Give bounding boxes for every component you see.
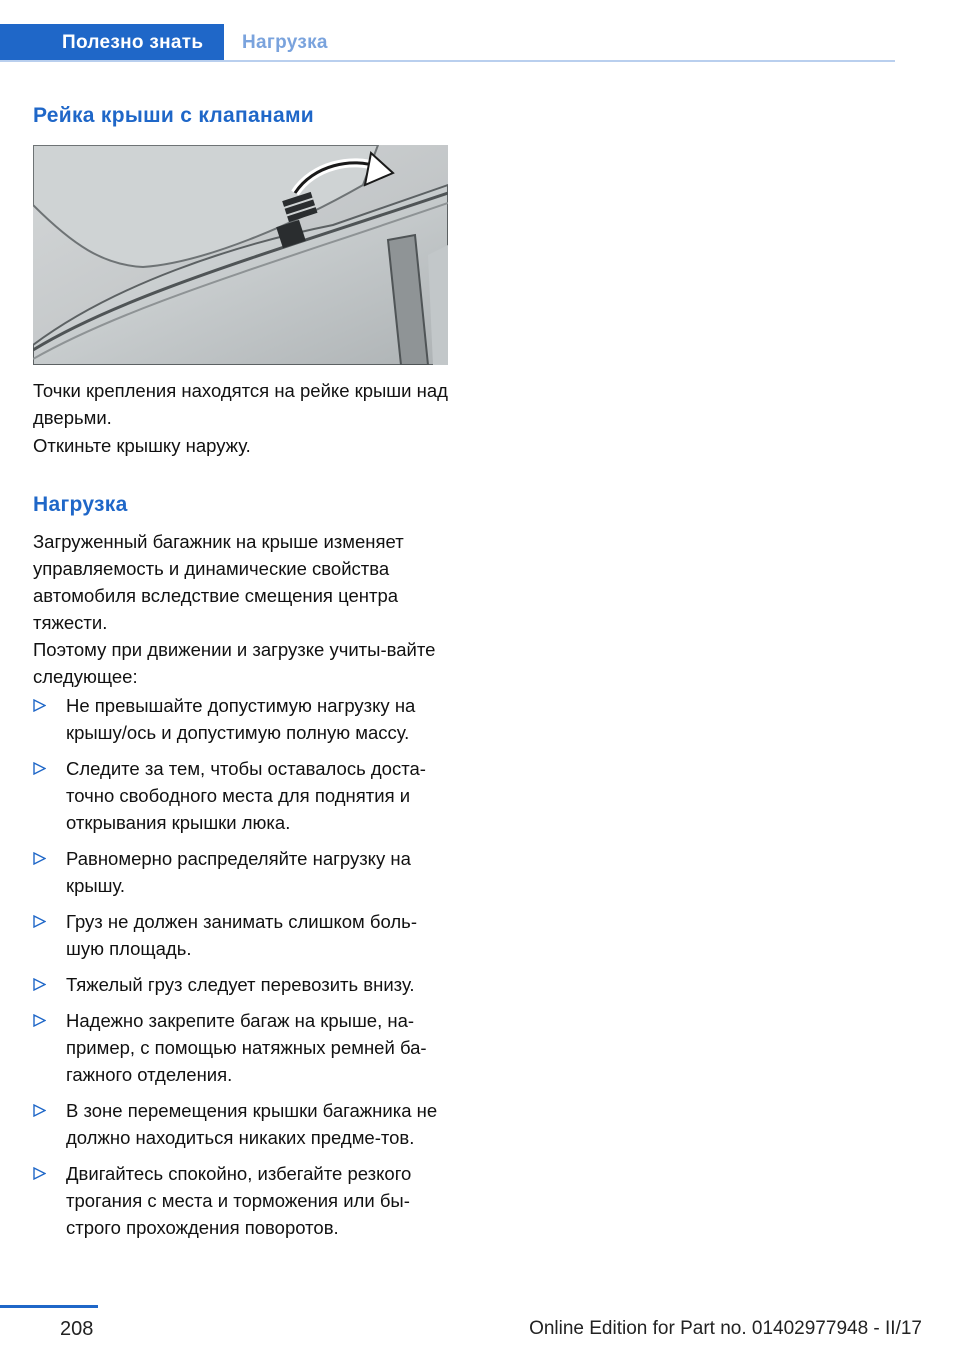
triangle-bullet-icon — [33, 1104, 46, 1117]
tab-load[interactable]: Нагрузка — [242, 32, 328, 53]
list-item-text: Тяжелый груз следует перевозить внизу. — [66, 974, 415, 995]
section-title: Рейка крыши с клапанами — [33, 104, 314, 127]
list-item-text: В зоне перемещения крышки багажника не должно находиться никаких предме‐тов. — [66, 1100, 438, 1148]
triangle-bullet-icon — [33, 699, 46, 712]
edition-note: Online Edition for Part no. 01402977948 - II/17 — [529, 1318, 922, 1339]
list-item-text: Следите за тем, чтобы оставалось доста‐точно свободного места для поднятия и открывания крышки люка. — [66, 758, 426, 833]
list-item — [33, 692, 453, 746]
triangle-bullet-icon — [33, 915, 46, 928]
load-paragraph-1: Загруженный багажник на крыше изменяет управляемость и динамические свойства автомобиля вследствие смещения центра тяжести. — [33, 531, 404, 633]
list-item — [33, 845, 453, 899]
header-tabs — [0, 0, 895, 64]
load-bullet-list — [33, 692, 453, 1250]
load-heading: Нагрузка — [33, 493, 128, 516]
page-number: 208 — [60, 1318, 94, 1340]
list-item-text: Не превышайте допустимую нагрузку на крышу/ось и допустимую полную массу. — [66, 695, 416, 743]
list-item — [33, 971, 453, 998]
triangle-bullet-icon — [33, 1014, 46, 1027]
load-paragraph-2: Поэтому при движении и загрузке учиты‐вайте следующее: — [33, 639, 436, 687]
list-item — [33, 1007, 453, 1088]
list-item-text: Надежно закрепите багаж на крыше, на‐пример, с помощью натяжных ремней ба‐гажного отделения. — [66, 1010, 427, 1085]
list-item-text: Груз не должен занимать слишком боль‐шую площадь. — [66, 911, 417, 959]
triangle-bullet-icon — [33, 1167, 46, 1180]
list-item — [33, 908, 453, 962]
roof-rail-flap-illustration — [33, 145, 448, 365]
triangle-bullet-icon — [33, 978, 46, 991]
triangle-bullet-icon — [33, 852, 46, 865]
header-divider — [0, 60, 895, 62]
roof-rail-paragraph-1: Точки крепления находятся на рейке крыши над дверьми. — [33, 380, 448, 428]
footer-accent-line — [0, 1305, 98, 1308]
list-item — [33, 1097, 453, 1151]
roof-rail-paragraph-2: Откиньте крышку наружу. — [33, 435, 251, 456]
list-item-text: Двигайтесь спокойно, избегайте резкого трогания с места и торможения или бы‐строго прохождения поворотов. — [66, 1163, 412, 1238]
list-item-text: Равномерно распределяйте нагрузку на крышу. — [66, 848, 411, 896]
list-item — [33, 1160, 453, 1241]
triangle-bullet-icon — [33, 762, 46, 775]
list-item — [33, 755, 453, 836]
tab-useful-info[interactable]: Полезно знать — [0, 24, 224, 62]
